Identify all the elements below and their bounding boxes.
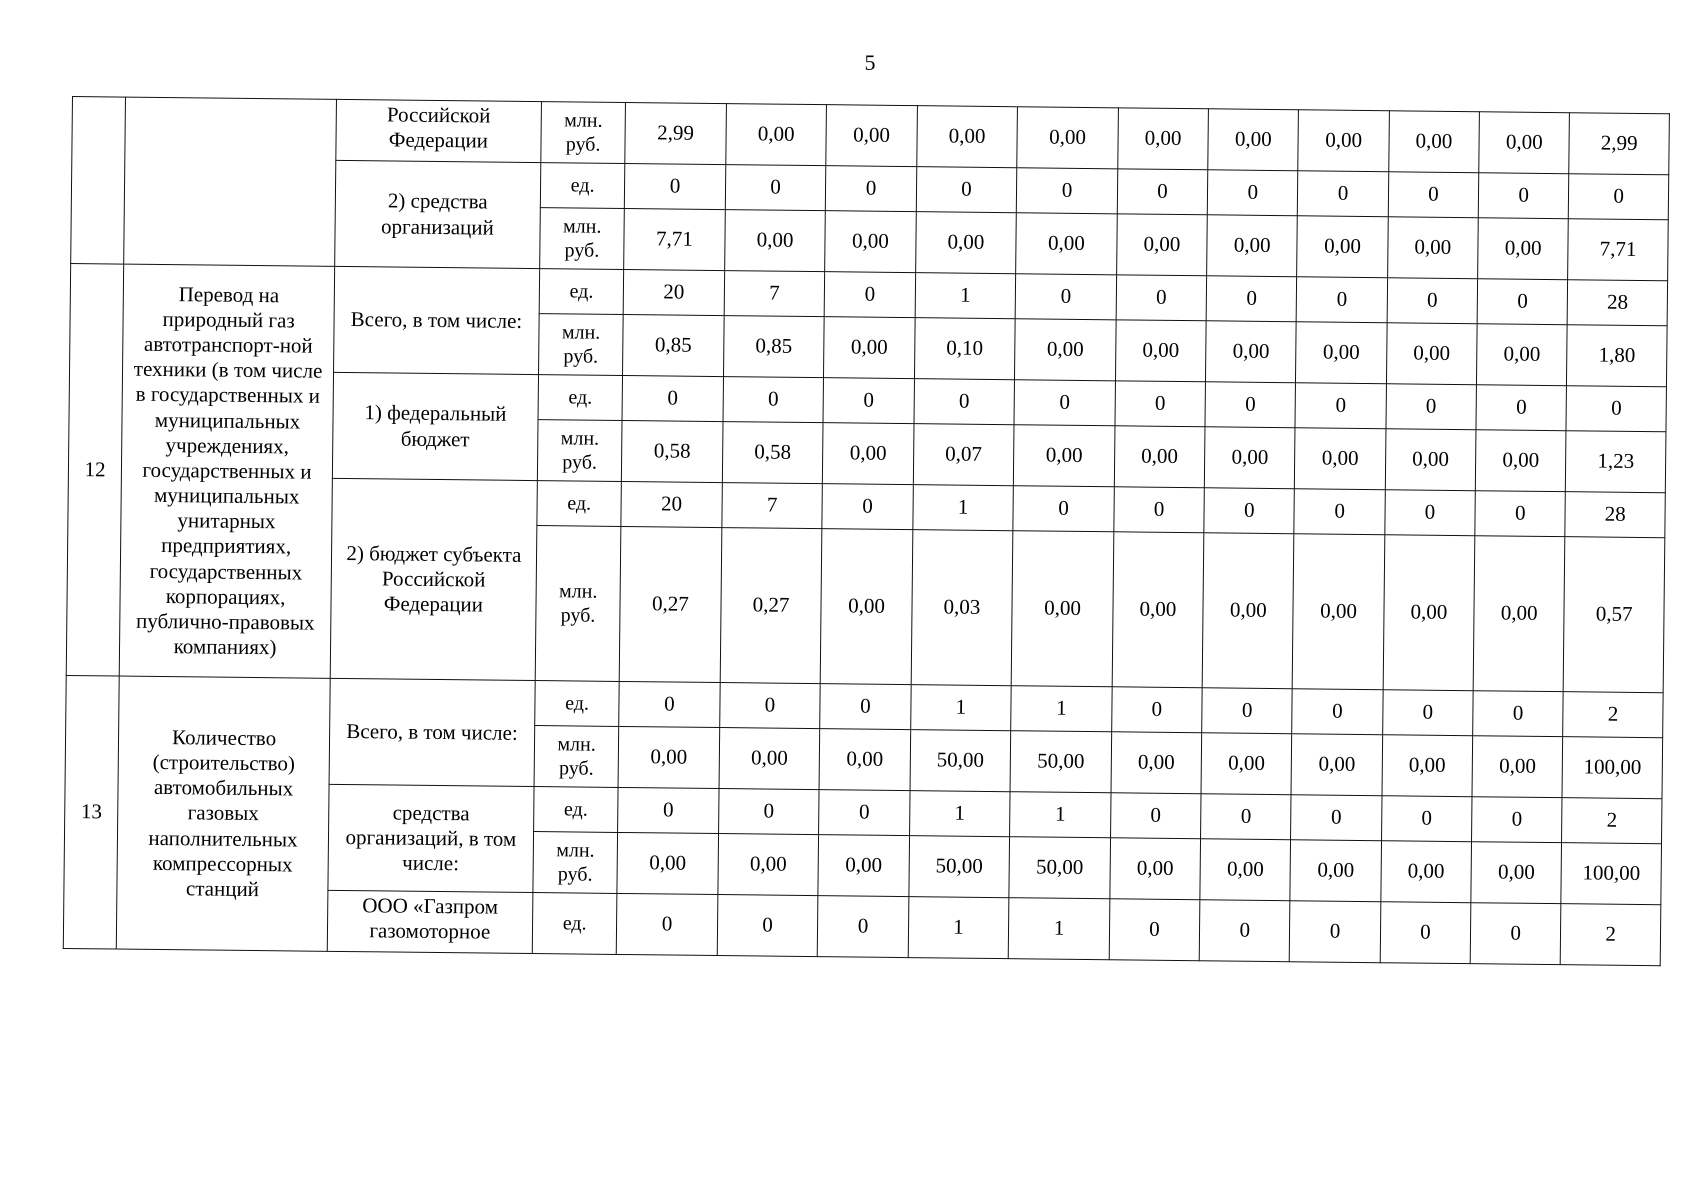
value-cell: 20	[621, 481, 722, 527]
value-cell: 0,00	[719, 728, 820, 790]
value-cell: 0,58	[722, 422, 823, 484]
value-cell: 0,00	[1473, 536, 1565, 692]
value-cell: 7	[722, 483, 823, 529]
table-body	[63, 97, 1669, 966]
value-cell: 0,00	[1296, 322, 1387, 384]
value-cell: 0,03	[911, 530, 1013, 686]
value-cell: 0	[1472, 797, 1563, 843]
value-cell: 0	[1206, 276, 1297, 322]
value-cell: 0,00	[1388, 111, 1479, 173]
value-cell: 0,27	[720, 528, 822, 684]
value-cell: 1	[909, 791, 1010, 837]
value-cell: 0	[1109, 899, 1200, 961]
value-cell: 0	[1292, 689, 1383, 735]
value-cell: 0	[1387, 278, 1478, 324]
value-cell: 0,00	[726, 104, 827, 166]
value-cell: 0	[822, 484, 913, 530]
value-cell: 0	[619, 681, 720, 727]
value-cell: 1	[912, 485, 1013, 531]
unit-cell: млн. руб.	[537, 420, 622, 482]
total-cell: 2	[1562, 798, 1662, 844]
value-cell: 0,00	[1472, 736, 1563, 798]
value-cell: 0,00	[1017, 107, 1118, 169]
value-cell: 0,00	[1387, 217, 1478, 279]
value-cell: 7,71	[624, 208, 725, 270]
value-cell: 0,00	[1297, 216, 1388, 278]
budget-table	[63, 96, 1670, 966]
value-cell: 0,00	[1014, 425, 1115, 487]
unit-cell: ед.	[532, 893, 617, 955]
value-cell: 0	[616, 893, 717, 955]
value-cell: 1	[910, 685, 1011, 731]
value-cell: 0	[1202, 688, 1293, 734]
total-cell: 100,00	[1562, 737, 1662, 799]
value-cell: 0,00	[1475, 430, 1566, 492]
value-cell: 0	[818, 896, 909, 958]
value-cell: 0,00	[1115, 320, 1206, 382]
value-cell: 0	[914, 379, 1015, 425]
value-cell: 0,00	[718, 834, 819, 896]
value-cell: 0	[1473, 691, 1564, 737]
value-cell: 0	[1470, 903, 1561, 965]
unit-cell: ед.	[534, 787, 619, 833]
value-cell: 0,00	[1479, 112, 1570, 174]
unit-cell: ед.	[535, 681, 620, 727]
value-cell: 0	[624, 163, 725, 209]
value-cell: 0	[1114, 487, 1205, 533]
value-cell: 2,99	[625, 102, 726, 164]
value-cell: 0	[622, 375, 723, 421]
funding-source-cell: ООО «Газпром газомоторное	[327, 890, 533, 953]
value-cell: 0,00	[1202, 533, 1294, 689]
value-cell: 0,00	[1298, 110, 1389, 172]
value-cell: 0	[820, 684, 911, 730]
value-cell: 0,00	[1381, 841, 1472, 903]
value-cell: 0	[1381, 796, 1472, 842]
value-cell: 0,00	[915, 212, 1016, 274]
value-cell: 0,00	[916, 106, 1017, 168]
value-cell: 1	[915, 273, 1016, 319]
value-cell: 50,00	[909, 836, 1010, 898]
value-cell: 0,00	[824, 317, 915, 379]
value-cell: 0,00	[821, 529, 913, 685]
value-cell: 0	[1110, 793, 1201, 839]
value-cell: 0,00	[618, 726, 719, 788]
value-cell: 0	[819, 790, 910, 836]
value-cell: 0	[1478, 173, 1569, 219]
total-cell: 1,80	[1567, 325, 1667, 387]
total-cell: 28	[1567, 280, 1667, 326]
value-cell: 0	[725, 165, 826, 211]
value-cell: 0	[1207, 170, 1298, 216]
total-cell: 1,23	[1566, 431, 1666, 493]
funding-source-cell: средства организаций, в том числе:	[328, 784, 534, 892]
value-cell: 1	[1008, 898, 1109, 960]
value-cell: 0	[1380, 902, 1471, 964]
value-cell: 0	[1477, 279, 1568, 325]
value-cell: 0	[723, 377, 824, 423]
unit-cell: ед.	[540, 163, 625, 209]
value-cell: 0	[1111, 687, 1202, 733]
value-cell: 0,00	[617, 832, 718, 894]
value-cell: 0,00	[1200, 839, 1291, 901]
value-cell: 0,00	[1111, 732, 1202, 794]
value-cell: 0	[1476, 385, 1567, 431]
value-cell: 0	[1290, 901, 1381, 963]
value-cell: 0	[1382, 690, 1473, 736]
document-sheet	[63, 96, 1670, 966]
value-cell: 0	[1386, 384, 1477, 430]
value-cell: 0	[1204, 488, 1295, 534]
value-cell: 50,00	[1009, 837, 1110, 899]
value-cell: 0,00	[1478, 218, 1569, 280]
value-cell: 0	[1385, 490, 1476, 536]
value-cell: 0,00	[1015, 319, 1116, 381]
value-cell: 0	[824, 272, 915, 318]
value-cell: 0,00	[1208, 109, 1299, 171]
unit-cell: ед.	[539, 269, 624, 315]
value-cell: 0,85	[723, 316, 824, 378]
value-cell: 0	[1017, 168, 1118, 214]
row-number-cell: 12	[66, 263, 124, 676]
value-cell: 0,00	[1295, 428, 1386, 490]
value-cell: 0,00	[1385, 429, 1476, 491]
indicator-name-cell: Количество (строительство) автомобильных газовых наполнительных компрессорных станций	[117, 676, 330, 951]
total-cell: 7,71	[1568, 219, 1668, 281]
funding-source-cell: 2) бюджет субъекта Российской Федерации	[330, 478, 537, 680]
value-cell: 1	[1011, 686, 1112, 732]
value-cell: 0,00	[1016, 213, 1117, 275]
value-cell: 0	[1291, 795, 1382, 841]
total-cell: 2,99	[1569, 113, 1669, 175]
value-cell: 0,00	[1112, 532, 1204, 688]
unit-cell: ед.	[537, 481, 622, 527]
unit-cell: млн. руб.	[539, 314, 624, 376]
total-cell: 0	[1569, 174, 1669, 220]
value-cell: 0,85	[623, 314, 724, 376]
value-cell: 0,00	[818, 835, 909, 897]
indicator-name-cell: Перевод на природный газ автотранспорт-ной техники (в том числе в государственных и муниципальных учреждениях, государственных и муниципальных унитарных предприятиях, государственных корпорациях, публично-правовых компаниях)	[120, 264, 335, 678]
value-cell: 0	[1388, 172, 1479, 218]
value-cell: 0,00	[1291, 734, 1382, 796]
value-cell: 0	[1116, 275, 1207, 321]
value-cell: 0,00	[1204, 427, 1295, 489]
funding-source-cell: Всего, в том числе:	[333, 266, 539, 374]
value-cell: 0	[718, 789, 819, 835]
value-cell: 0,27	[619, 526, 721, 682]
value-cell: 0,00	[1382, 735, 1473, 797]
value-cell: 0	[826, 166, 917, 212]
funding-source-cell: 2) средства организаций	[334, 160, 540, 268]
value-cell: 0,07	[913, 424, 1014, 486]
value-cell: 0,00	[825, 211, 916, 273]
unit-cell: млн. руб.	[541, 102, 626, 164]
value-cell: 0,00	[823, 423, 914, 485]
value-cell: 0,00	[1206, 321, 1297, 383]
unit-cell: млн. руб.	[533, 832, 618, 894]
value-cell: 0,00	[1110, 838, 1201, 900]
value-cell: 0,00	[1114, 426, 1205, 488]
funding-source-cell: 1) федеральный бюджет	[332, 372, 538, 480]
value-cell: 0	[1013, 486, 1114, 532]
funding-source-cell: Российской Федерации	[336, 99, 542, 162]
value-cell: 0,00	[724, 210, 825, 272]
row-number-cell	[71, 97, 126, 265]
value-cell: 0	[618, 787, 719, 833]
unit-cell: млн. руб.	[534, 726, 619, 788]
value-cell: 50,00	[1010, 731, 1111, 793]
value-cell: 0	[823, 378, 914, 424]
value-cell: 0,00	[1207, 215, 1298, 277]
value-cell: 0,00	[826, 105, 917, 167]
value-cell: 0,00	[1383, 535, 1475, 691]
value-cell: 0	[1475, 491, 1566, 537]
value-cell: 0	[1298, 171, 1389, 217]
value-cell: 0	[1117, 169, 1208, 215]
value-cell: 20	[623, 269, 724, 315]
value-cell: 0,10	[914, 318, 1015, 380]
unit-cell: ед.	[538, 375, 623, 421]
page-number: 5	[864, 50, 876, 75]
value-cell: 0	[1115, 381, 1206, 427]
total-cell: 100,00	[1561, 843, 1661, 905]
total-cell: 28	[1565, 492, 1665, 538]
funding-source-cell: Всего, в том числе:	[329, 678, 535, 786]
value-cell: 0,00	[1386, 323, 1477, 385]
value-cell: 0	[916, 167, 1017, 213]
unit-cell: млн. руб.	[540, 208, 625, 270]
value-cell: 0,00	[1116, 214, 1207, 276]
value-cell: 50,00	[910, 730, 1011, 792]
value-cell: 0,00	[1477, 324, 1568, 386]
value-cell: 7	[724, 271, 825, 317]
total-cell: 2	[1561, 904, 1661, 966]
value-cell: 0	[1201, 794, 1292, 840]
table-row	[72, 97, 1670, 175]
value-cell: 0,00	[1471, 842, 1562, 904]
unit-cell: млн. руб.	[535, 526, 621, 682]
value-cell: 0	[1015, 274, 1116, 320]
value-cell: 0,58	[622, 420, 723, 482]
value-cell: 0	[1295, 383, 1386, 429]
value-cell: 0	[717, 895, 818, 957]
value-cell: 0	[1297, 277, 1388, 323]
value-cell: 0	[1294, 489, 1385, 535]
total-cell: 0	[1566, 386, 1666, 432]
value-cell: 1	[908, 897, 1009, 959]
value-cell: 0	[719, 683, 820, 729]
value-cell: 0	[1014, 380, 1115, 426]
value-cell: 0	[1205, 382, 1296, 428]
value-cell: 0,00	[1290, 840, 1381, 902]
value-cell: 1	[1010, 792, 1111, 838]
total-cell: 0,57	[1564, 537, 1665, 693]
value-cell: 0,00	[1118, 108, 1209, 170]
row-number-cell: 13	[63, 675, 119, 949]
value-cell: 0,00	[1293, 534, 1385, 690]
value-cell: 0,00	[819, 729, 910, 791]
value-cell: 0,00	[1201, 733, 1292, 795]
total-cell: 2	[1563, 692, 1663, 738]
indicator-name-cell	[124, 97, 336, 266]
value-cell: 0,00	[1011, 531, 1113, 687]
value-cell: 0	[1199, 900, 1290, 962]
